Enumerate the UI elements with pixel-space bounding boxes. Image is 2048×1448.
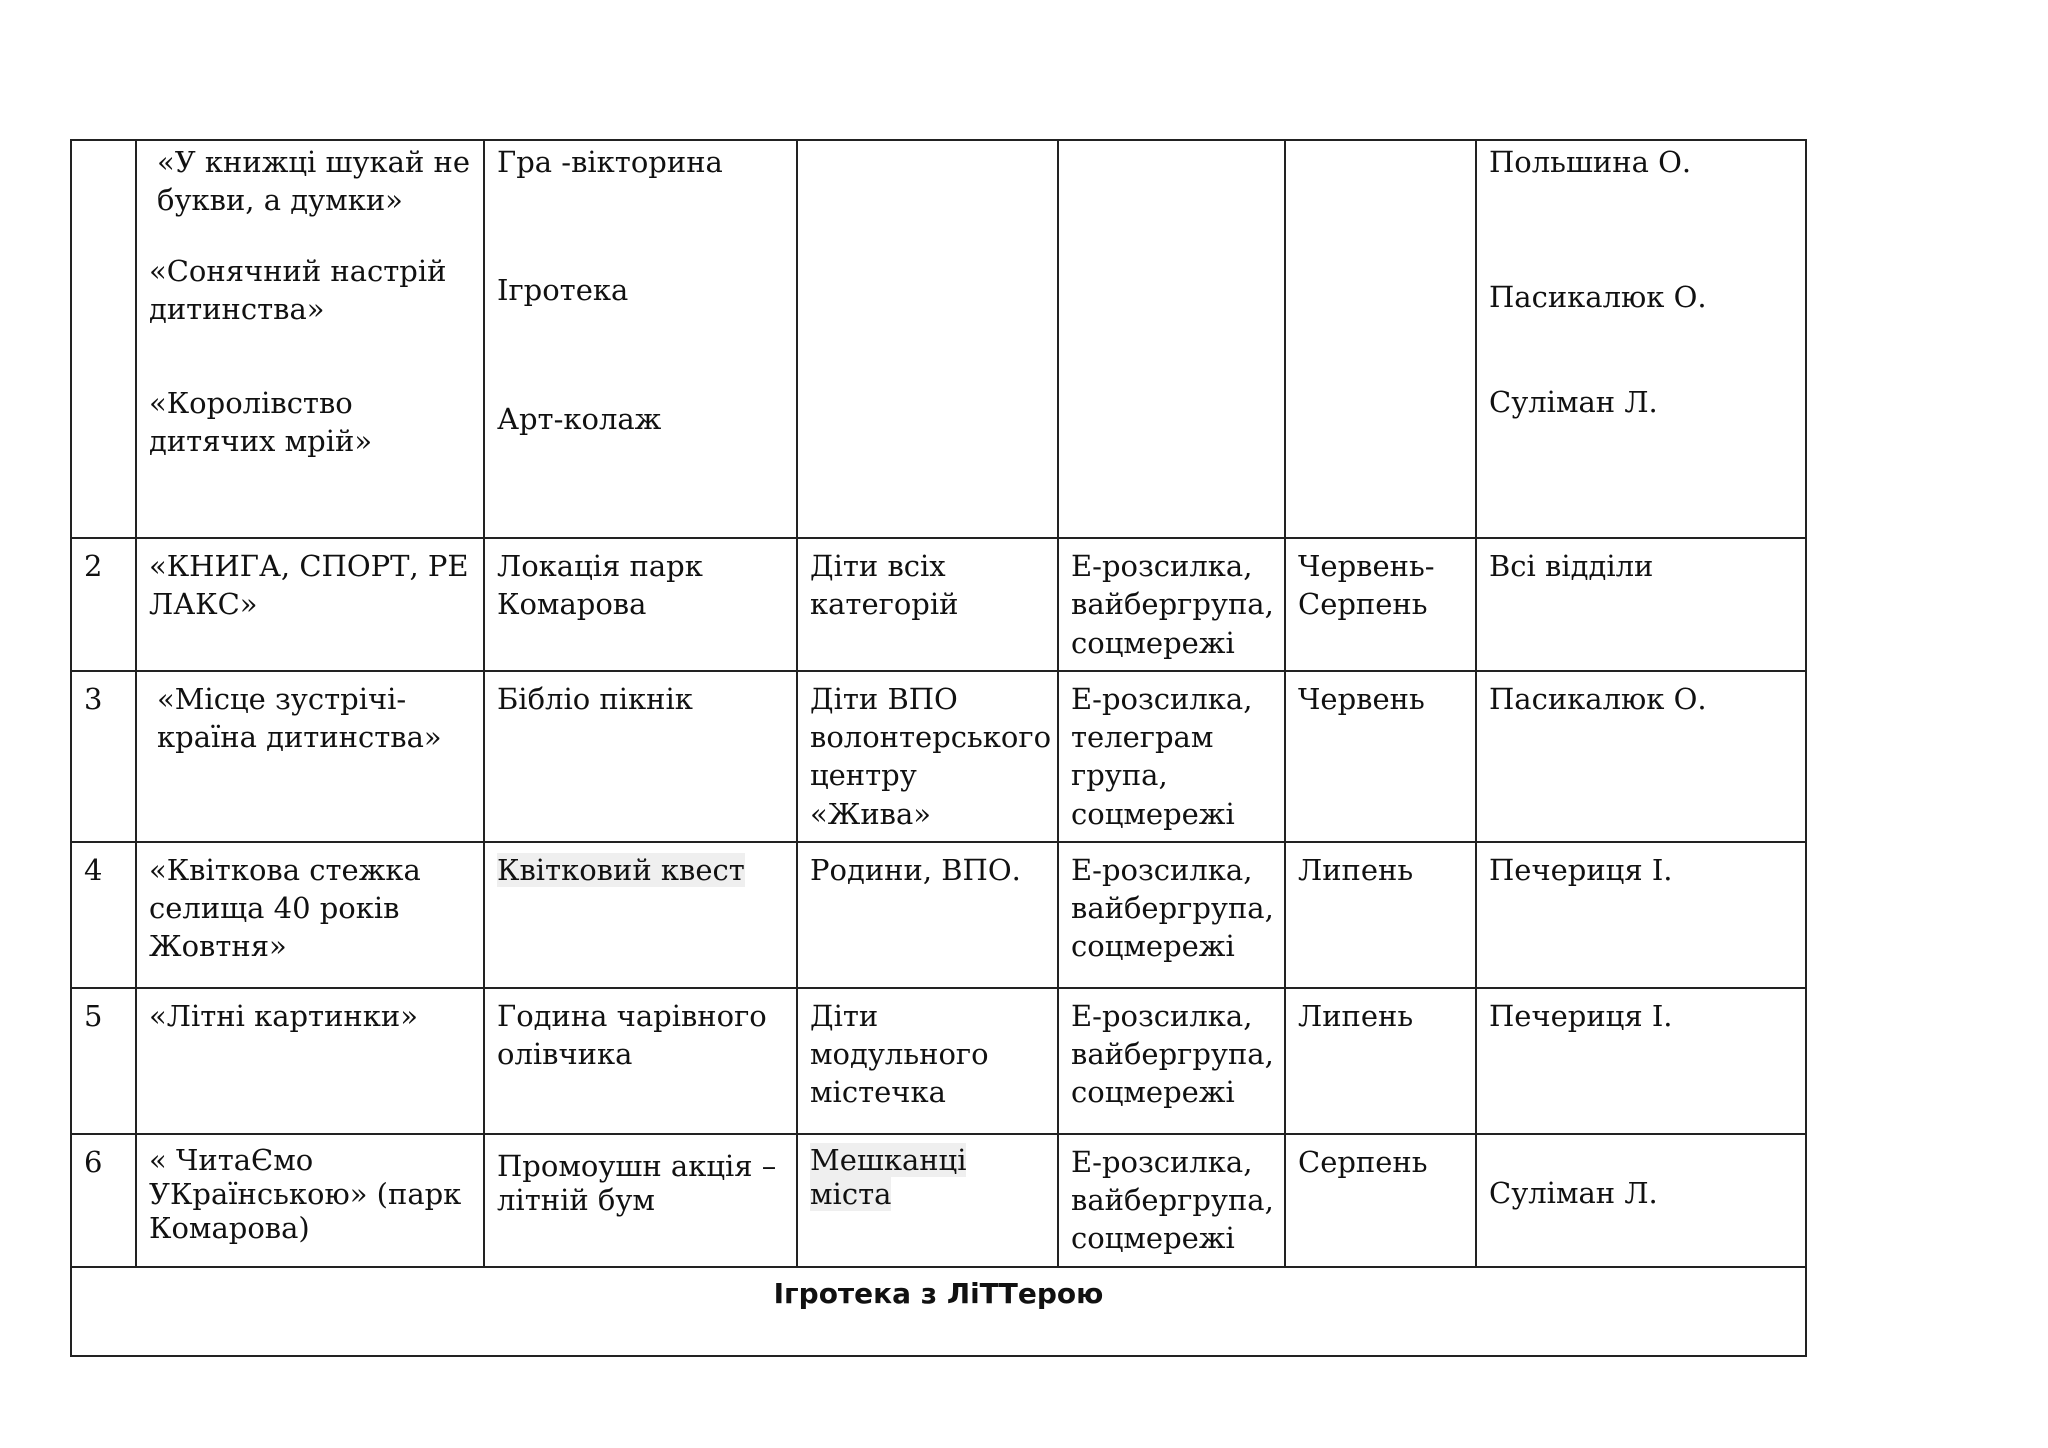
event-title: «У книжці шукай не букви, а думки» bbox=[157, 145, 470, 218]
event-title: « ЧитаЄмо УКраїнською» (парк Комарова) bbox=[136, 1134, 484, 1267]
event-form: Промоушн акція –літній бум bbox=[484, 1134, 797, 1267]
audience: Діти модульного містечка bbox=[797, 988, 1058, 1134]
period: Липень bbox=[1285, 988, 1476, 1134]
event-form: Ігротека bbox=[497, 273, 629, 308]
table-row bbox=[71, 988, 1806, 1134]
audience-cell bbox=[797, 140, 1058, 538]
row-number: 2 bbox=[71, 538, 136, 671]
event-title: «Сонячний настрій дитинства» bbox=[149, 253, 447, 326]
table-row bbox=[71, 140, 1806, 538]
audience: Діти всіх категорій bbox=[797, 538, 1058, 671]
event-form: Арт-колаж bbox=[497, 401, 662, 436]
event-title: «Місце зустрічі-країна дитинства» bbox=[136, 671, 484, 842]
event-title: «Квіткова стежка селища 40 років Жовтня» bbox=[136, 842, 484, 988]
period: Червень-Серпень bbox=[1285, 538, 1476, 671]
period-cell bbox=[1285, 140, 1476, 538]
event-form-cell bbox=[484, 842, 797, 988]
row-number: 6 bbox=[71, 1134, 136, 1267]
promotion-channels: Е-розсилка, телеграм група, соцмережі bbox=[1058, 671, 1285, 842]
events-table bbox=[70, 139, 1807, 1357]
period: Серпень bbox=[1285, 1134, 1476, 1267]
event-title-cell bbox=[136, 140, 484, 538]
audience: Родини, ВПО. bbox=[797, 842, 1058, 988]
promotion-channels: Е-розсилка, вайбергрупа, соцмережі bbox=[1058, 1134, 1285, 1267]
event-form: Локація парк Комарова bbox=[484, 538, 797, 671]
table-row bbox=[71, 671, 1806, 842]
row-number bbox=[71, 140, 136, 538]
section-title: Ігротека з ЛіТТерою bbox=[71, 1267, 1806, 1356]
responsible-person: Суліман Л. bbox=[1489, 384, 1658, 419]
responsible-person: Пасикалюк О. bbox=[1489, 280, 1707, 315]
audience: Діти ВПО волонтерського центру «Жива» bbox=[797, 671, 1058, 842]
table-row bbox=[71, 1134, 1806, 1267]
period: Липень bbox=[1285, 842, 1476, 988]
audience: Мешканці міста bbox=[810, 1142, 967, 1212]
responsible-person: Суліман Л. bbox=[1476, 1134, 1806, 1267]
row-number: 3 bbox=[71, 671, 136, 842]
row-number: 5 bbox=[71, 988, 136, 1134]
promotion-cell bbox=[1058, 140, 1285, 538]
responsible-person: Печериця І. bbox=[1476, 988, 1806, 1134]
event-form-cell bbox=[484, 140, 797, 538]
event-form: Година чарівного олівчика bbox=[484, 988, 797, 1134]
audience-cell bbox=[797, 1134, 1058, 1267]
period: Червень bbox=[1285, 671, 1476, 842]
event-form: Квітковий квест bbox=[497, 852, 745, 887]
event-title: «КНИГА, СПОРТ, РЕЛАКС» bbox=[136, 538, 484, 671]
promotion-channels: Е-розсилка, вайбергрупа, соцмережі bbox=[1058, 842, 1285, 988]
event-form: Гра -вікторина bbox=[497, 145, 723, 179]
promotion-channels: Е-розсилка, вайбергрупа, соцмережі bbox=[1058, 538, 1285, 671]
table-row bbox=[71, 538, 1806, 671]
table-row bbox=[71, 842, 1806, 988]
responsible-person: Печериця І. bbox=[1476, 842, 1806, 988]
promotion-channels: Е-розсилка, вайбергрупа, соцмережі bbox=[1058, 988, 1285, 1134]
event-title: «Королівство дитячих мрій» bbox=[149, 386, 373, 459]
responsible-person: Всі відділи bbox=[1476, 538, 1806, 671]
event-title: «Літні картинки» bbox=[136, 988, 484, 1134]
row-number: 4 bbox=[71, 842, 136, 988]
event-form: Бібліо пікнік bbox=[484, 671, 797, 842]
responsible-cell bbox=[1476, 140, 1806, 538]
responsible-person: Пасикалюк О. bbox=[1476, 671, 1806, 842]
responsible-person: Польшина О. bbox=[1489, 145, 1692, 179]
section-row bbox=[71, 1267, 1806, 1356]
